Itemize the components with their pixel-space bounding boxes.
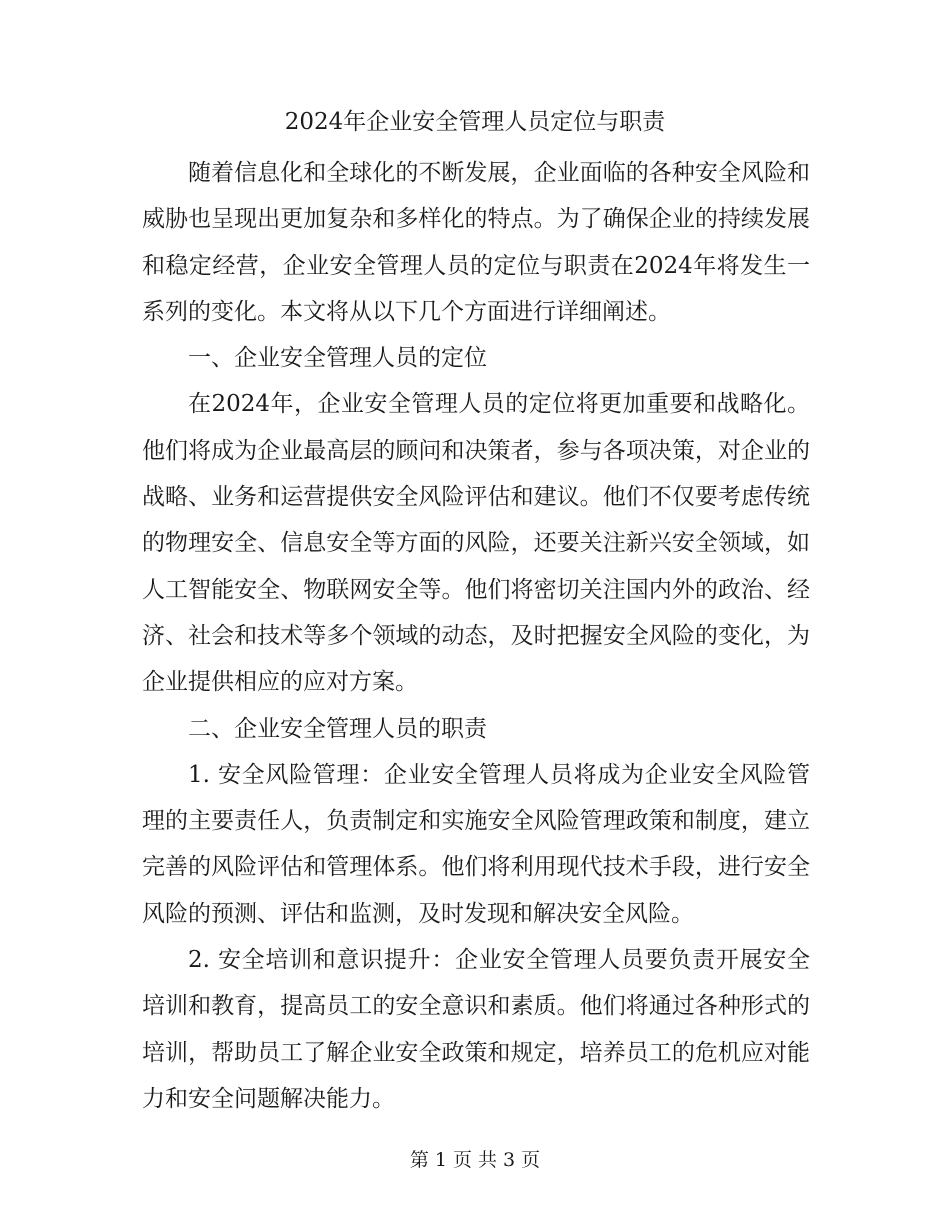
duty-item-risk-management: 1. 安全风险管理：企业安全管理人员将成为企业安全风险管理的主要责任人，负责制定和实施安全风险管理政策和制度，建立完善的风险评估和管理体系。他们将利用现代技术手段，进行安全风险的预测、评估和监测，及时发现和解决安全风险。 (142, 761, 810, 927)
positioning-paragraph: 在2024年，企业安全管理人员的定位将更加重要和战略化。他们将成为企业最高层的顾问和决策者，参与各项决策，对企业的战略、业务和运营提供安全风险评估和建议。他们不仅要考虑传统的物理安全、信息安全等方面的风险，还要关注新兴安全领域，如人工智能安全、物联网安全等。他们将密切关注国内外的政治、经济、社会和技术等多个领域的动态，及时把握安全风险的变化，为企业提供相应的应对方案。 (142, 391, 810, 696)
document-title: 2024年企业安全管理人员定位与职责 (284, 109, 666, 135)
document-body (142, 150, 810, 1122)
section-heading-duties: 二、企业安全管理人员的职责 (188, 715, 487, 742)
intro-paragraph: 随着信息化和全球化的不断发展，企业面临的各种安全风险和威胁也呈现出更加复杂和多样化的特点。为了确保企业的持续发展和稳定经营，企业安全管理人员的定位与职责在2024年将发生一系列的变化。本文将从以下几个方面进行详细阐述。 (142, 160, 810, 325)
page-number-footer: 第 1 页 共 3 页 (409, 1149, 541, 1171)
duty-item-training: 2. 安全培训和意识提升：企业安全管理人员要负责开展安全培训和教育，提高员工的安全意识和素质。他们将通过各种形式的培训，帮助员工了解企业安全政策和规定，培养员工的危机应对能力和安全问题解决能力。 (142, 947, 810, 1112)
section-heading-positioning: 一、企业安全管理人员的定位 (188, 345, 487, 372)
